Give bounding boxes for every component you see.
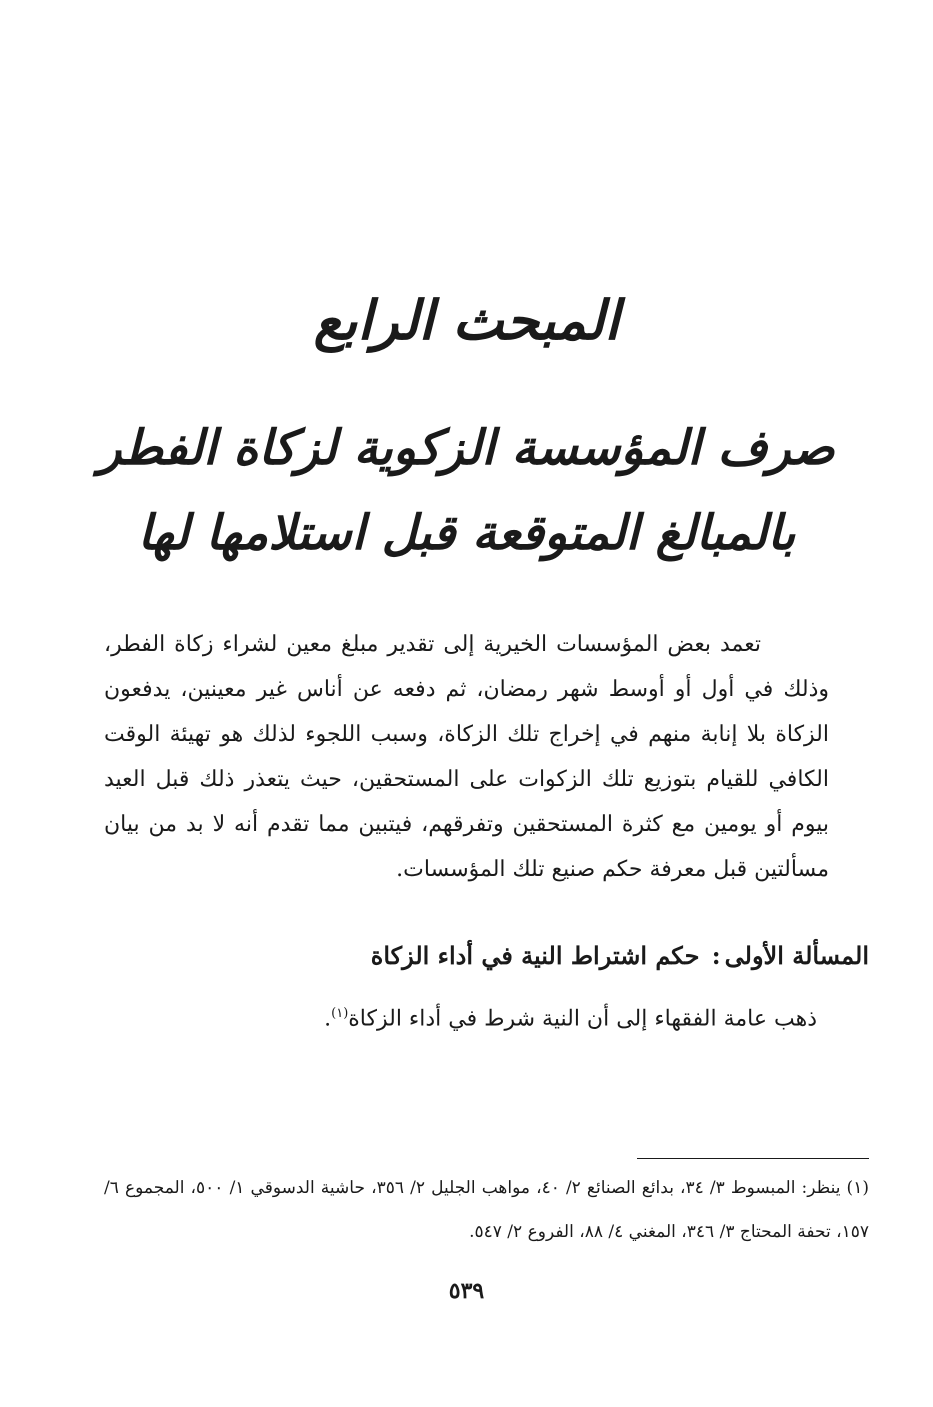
sentence-end: . [324,1006,332,1032]
question-text [104,994,817,1039]
footnote-divider [637,1158,869,1159]
footnote-text: (١) ينظر: المبسوط ٣/ ٣٤، بدائع الصنائع ٢/ ٤٠، مواهب الجليل ٢/ ٣٥٦، حاشية الدسوقي ١/ ٥٠٠، المجموع ٦/ ١٥٧، تحفة المحتاج ٣/ ٣٤٦، المغني ٤/ ٨٨، الفروع ٢/ ٥٤٧. [104,1178,869,1242]
chapter-title: المبحث الرابع [313,288,620,352]
section-title-line-2: بالمبالغ المتوقعة قبل استلامها لها [137,505,796,561]
footnote-reference[interactable]: (١) [331,1006,349,1021]
body-paragraph: تعمد بعض المؤسسات الخيرية إلى تقدير مبلغ معين لشراء زكاة الفطر، وذلك في أول أو أوسط شهر رمضان، ثم دفعه عن أناس غير معينين، يدفعون الزكاة بلا إنابة منهم في إخراج تلك الزكاة، وسبب اللجوء لذلك هو تهيئة الوقت الكافي للقيام بتوزيع تلك الزكوات على المستحقين، حيث يتعذر ذلك قبل العيد بيوم أو يومين مع كثرة المستحقين وتفرقهم، فيتبين مما تقدم أنه لا بد من بيان مسألتين قبل معرفة حكم صنيع تلك المؤسسات. [104,632,829,882]
question-separator: : [711,941,721,970]
section-title-line-1: صرف المؤسسة الزكوية لزكاة الفطر [98,420,835,476]
page-number: ٥٣٩ [448,1278,485,1304]
question-title: حكم اشتراط النية في أداء الزكاة [370,941,700,970]
footnote-block [104,1166,869,1254]
body-paragraph-block [104,622,829,892]
question-sentence: ذهب عامة الفقهاء إلى أن النية شرط في أداء الزكاة [348,1006,817,1032]
question-label: المسألة الأولى [724,941,869,970]
question-heading [104,936,869,976]
